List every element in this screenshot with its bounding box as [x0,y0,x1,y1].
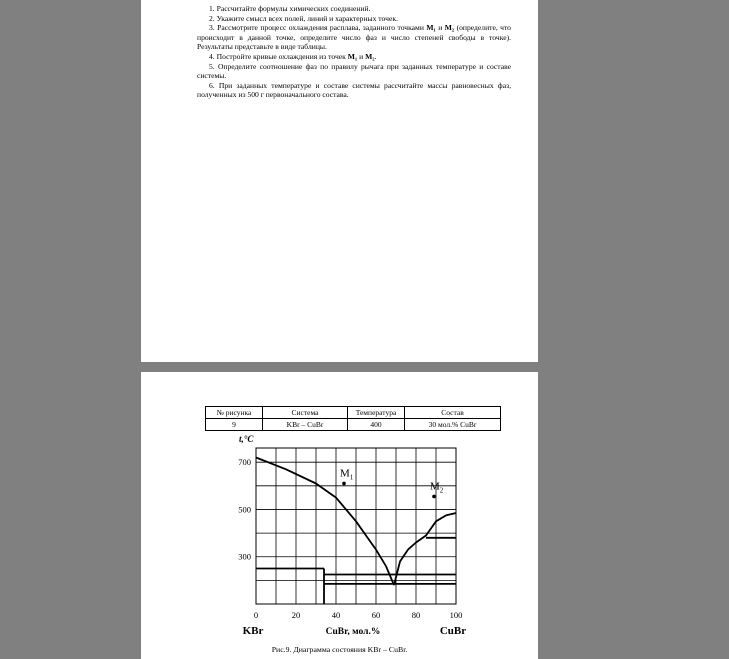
point-label-M1: $M_1$ [340,467,354,482]
table-header-cell: № рисунка [206,407,263,419]
figure-caption: Рис.9. Диаграмма состояния KBr – CuBr. [271,645,408,654]
task-list [197,4,511,100]
task-text: 3. Рассмотрите процесс охлаждения расплава, заданного точками [209,23,427,33]
task-text: 1. Рассчитайте формулы химических соединений. [209,4,371,13]
chart-points [340,467,444,498]
document-page-2 [141,372,538,659]
task-item [197,4,511,14]
x-tick-label: 80 [411,610,421,620]
task-item [197,62,511,81]
table-cell: 30 мол.% CuBr [405,419,501,431]
document-page-1 [141,0,538,362]
table-cell: KBr – CuBr [263,419,348,431]
point-marker-M1 [342,482,346,486]
task-text: (определите, что происходит в данной точке, определите число фаз и число степеней свободы в точке). Результаты представьте в виде таблицы. [197,23,511,52]
x-tick-label: 40 [331,610,341,620]
task-text: 5. Определите соотношение фаз по правилу рычага при заданных температуре и составе системы. [197,61,511,81]
x-tick-label: 100 [449,610,463,620]
x-axis-label: CuBr, мол.% [325,627,381,637]
phase-diagram [141,372,538,659]
task-item [197,14,511,24]
point-label-M2: $M_2$ [430,480,444,495]
table-header-cell: Система [263,407,348,419]
y-tick-label: 500 [238,504,251,515]
table-header-cell: Температура [348,407,405,419]
task-point-label: M₂ [444,23,455,33]
x-tick-label: 0 [253,610,259,620]
task-point-label: M₂ [365,51,375,61]
table-cell: 400 [348,419,405,431]
task-point-label: M₁ [426,23,436,33]
table-header-cell: Состав [405,407,501,419]
task-text: и [435,23,445,33]
x-tick-label: 20 [291,610,301,620]
left-component-label: KBr [242,625,264,637]
y-tick-label: 300 [238,551,251,562]
task-point-label: M₁ [347,51,358,61]
task-text: и [357,51,366,61]
point-marker-M2 [432,495,436,499]
right-component-label: CuBr [439,625,467,637]
task-item [197,52,511,62]
x-tick-label: 60 [371,610,381,620]
task-text: 6. При заданных температуре и составе системы рассчитайте массы равновесных фаз, полученных из 500 г первоначального состава. [197,80,511,100]
y-tick-label: 700 [238,457,251,468]
task-text: 4. Постройте кривые охлаждения из точек [209,51,348,61]
task-item [197,23,511,52]
task-item [197,81,511,100]
phase-line-1 [256,458,394,586]
task-text: . [374,51,377,61]
table-cell: 9 [206,419,263,431]
task-text: 2. Укажите смысл всех полей, линий и характерных точек. [209,13,398,23]
chart-grid [256,448,456,604]
y-axis-label: t,°C [239,434,254,444]
